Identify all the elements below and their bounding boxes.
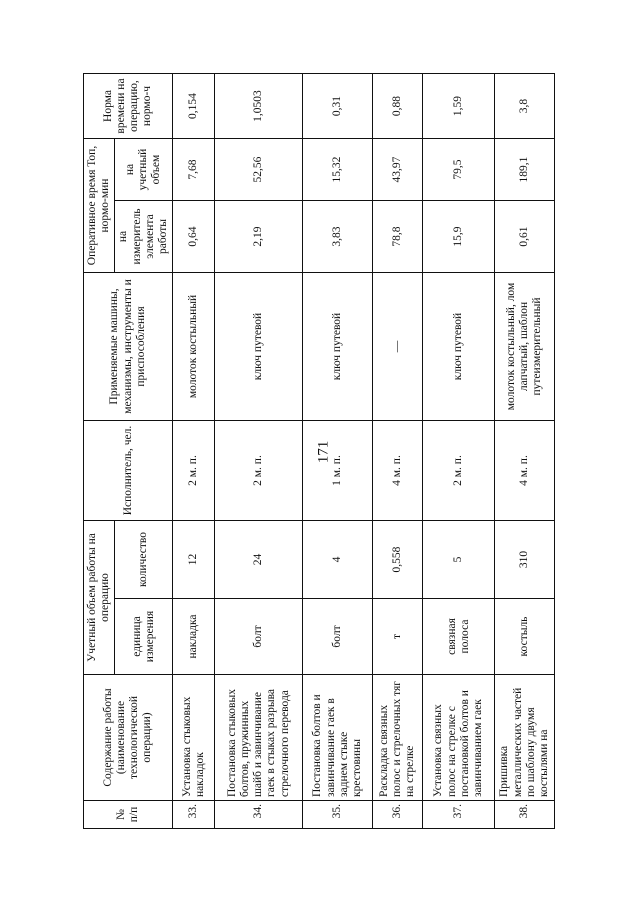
- cell-per-volume: 189,1: [495, 139, 555, 201]
- cell-unit: болт: [215, 599, 303, 675]
- header-optime: Оперативное время Топ, нормо-мин: [84, 139, 115, 273]
- cell-per-volume: 15,32: [303, 139, 373, 201]
- cell-quantity: 0,558: [373, 521, 423, 599]
- cell-per-meter: 15,9: [423, 201, 495, 273]
- norms-table: [83, 73, 555, 829]
- cell-performer: 4 м. п.: [495, 421, 555, 521]
- cell-machines: молоток костыльный: [173, 273, 215, 421]
- table-row: [173, 74, 215, 829]
- header-quantity: количество: [115, 521, 173, 599]
- cell-per-volume: 43,97: [373, 139, 423, 201]
- cell-norm: 0,88: [373, 74, 423, 139]
- table-row: [303, 74, 373, 829]
- cell-content: Постановка болтов и завинчивание гаек в заднем стыке крестовины: [303, 675, 373, 801]
- cell-per-volume: 79,5: [423, 139, 495, 201]
- cell-quantity: 310: [495, 521, 555, 599]
- cell-quantity: 4: [303, 521, 373, 599]
- cell-machines: ключ путевой: [303, 273, 373, 421]
- cell-no: 34.: [215, 801, 303, 829]
- cell-per-meter: 78,8: [373, 201, 423, 273]
- cell-per-meter: 0,61: [495, 201, 555, 273]
- header-machines: Применяемые машины, механизмы, инструменты и приспособления: [84, 273, 173, 421]
- cell-performer: 2 м. п.: [215, 421, 303, 521]
- cell-content: Пришивка металлических частей по шаблону двумя костылями на: [495, 675, 555, 801]
- cell-no: 38.: [495, 801, 555, 829]
- cell-performer: 2 м. п.: [423, 421, 495, 521]
- header-performer: Исполнитель, чел.: [84, 421, 173, 521]
- cell-quantity: 5: [423, 521, 495, 599]
- table-row: [373, 74, 423, 829]
- cell-no: 37.: [423, 801, 495, 829]
- table-row: [423, 74, 495, 829]
- page-number: 171: [315, 440, 332, 464]
- cell-per-volume: 52,56: [215, 139, 303, 201]
- cell-unit: костыль: [495, 599, 555, 675]
- cell-performer: 2 м. п.: [173, 421, 215, 521]
- header-unit: единица измерения: [115, 599, 173, 675]
- cell-machines: —: [373, 273, 423, 421]
- cell-per-meter: 0,64: [173, 201, 215, 273]
- cell-performer: 4 м. п.: [373, 421, 423, 521]
- cell-quantity: 12: [173, 521, 215, 599]
- cell-per-volume: 7,68: [173, 139, 215, 201]
- header-norm: Норма времени на операцию, нормо-ч: [84, 74, 173, 139]
- cell-machines: ключ путевой: [423, 273, 495, 421]
- table-row: [495, 74, 555, 829]
- header-per-volume: на учетный объем: [115, 139, 173, 201]
- cell-per-meter: 3,83: [303, 201, 373, 273]
- cell-norm: 0,31: [303, 74, 373, 139]
- cell-norm: 0,154: [173, 74, 215, 139]
- cell-no: 35.: [303, 801, 373, 829]
- cell-machines: молоток костыльный, лом лапчатый, шаблон путеизмерительный: [495, 273, 555, 421]
- header-no: № п/п: [84, 801, 173, 829]
- cell-no: 33.: [173, 801, 215, 829]
- cell-unit: т: [373, 599, 423, 675]
- cell-content: Раскладка связных полос и стрелочных тяг на стрелке: [373, 675, 423, 801]
- header-volume: Учетный объем работы на операцию: [84, 521, 115, 675]
- cell-unit: болт: [303, 599, 373, 675]
- cell-norm: 3,8: [495, 74, 555, 139]
- cell-content: Постановка стыковых болтов, пружинных шайб и завинчивание гаек в стыках разрыва стрелочного перевода: [215, 675, 303, 801]
- table-row: [215, 74, 303, 829]
- cell-no: 36.: [373, 801, 423, 829]
- cell-norm: 1,0503: [215, 74, 303, 139]
- cell-content: Установка стыковых накладок: [173, 675, 215, 801]
- cell-performer: 1 м. п.: [303, 421, 373, 521]
- cell-machines: ключ путевой: [215, 273, 303, 421]
- cell-content: Установка связных полос на стрелке с постановкой болтов и завинчиванием гаек: [423, 675, 495, 801]
- header-content: Содержание работы (наименование технологической операции): [84, 675, 173, 801]
- cell-unit: связная полоса: [423, 599, 495, 675]
- cell-quantity: 24: [215, 521, 303, 599]
- cell-per-meter: 2,19: [215, 201, 303, 273]
- header-per-meter: на измеритель элемента работы: [115, 201, 173, 273]
- rotated-table-container: [83, 74, 551, 829]
- cell-norm: 1,59: [423, 74, 495, 139]
- cell-unit: накладка: [173, 599, 215, 675]
